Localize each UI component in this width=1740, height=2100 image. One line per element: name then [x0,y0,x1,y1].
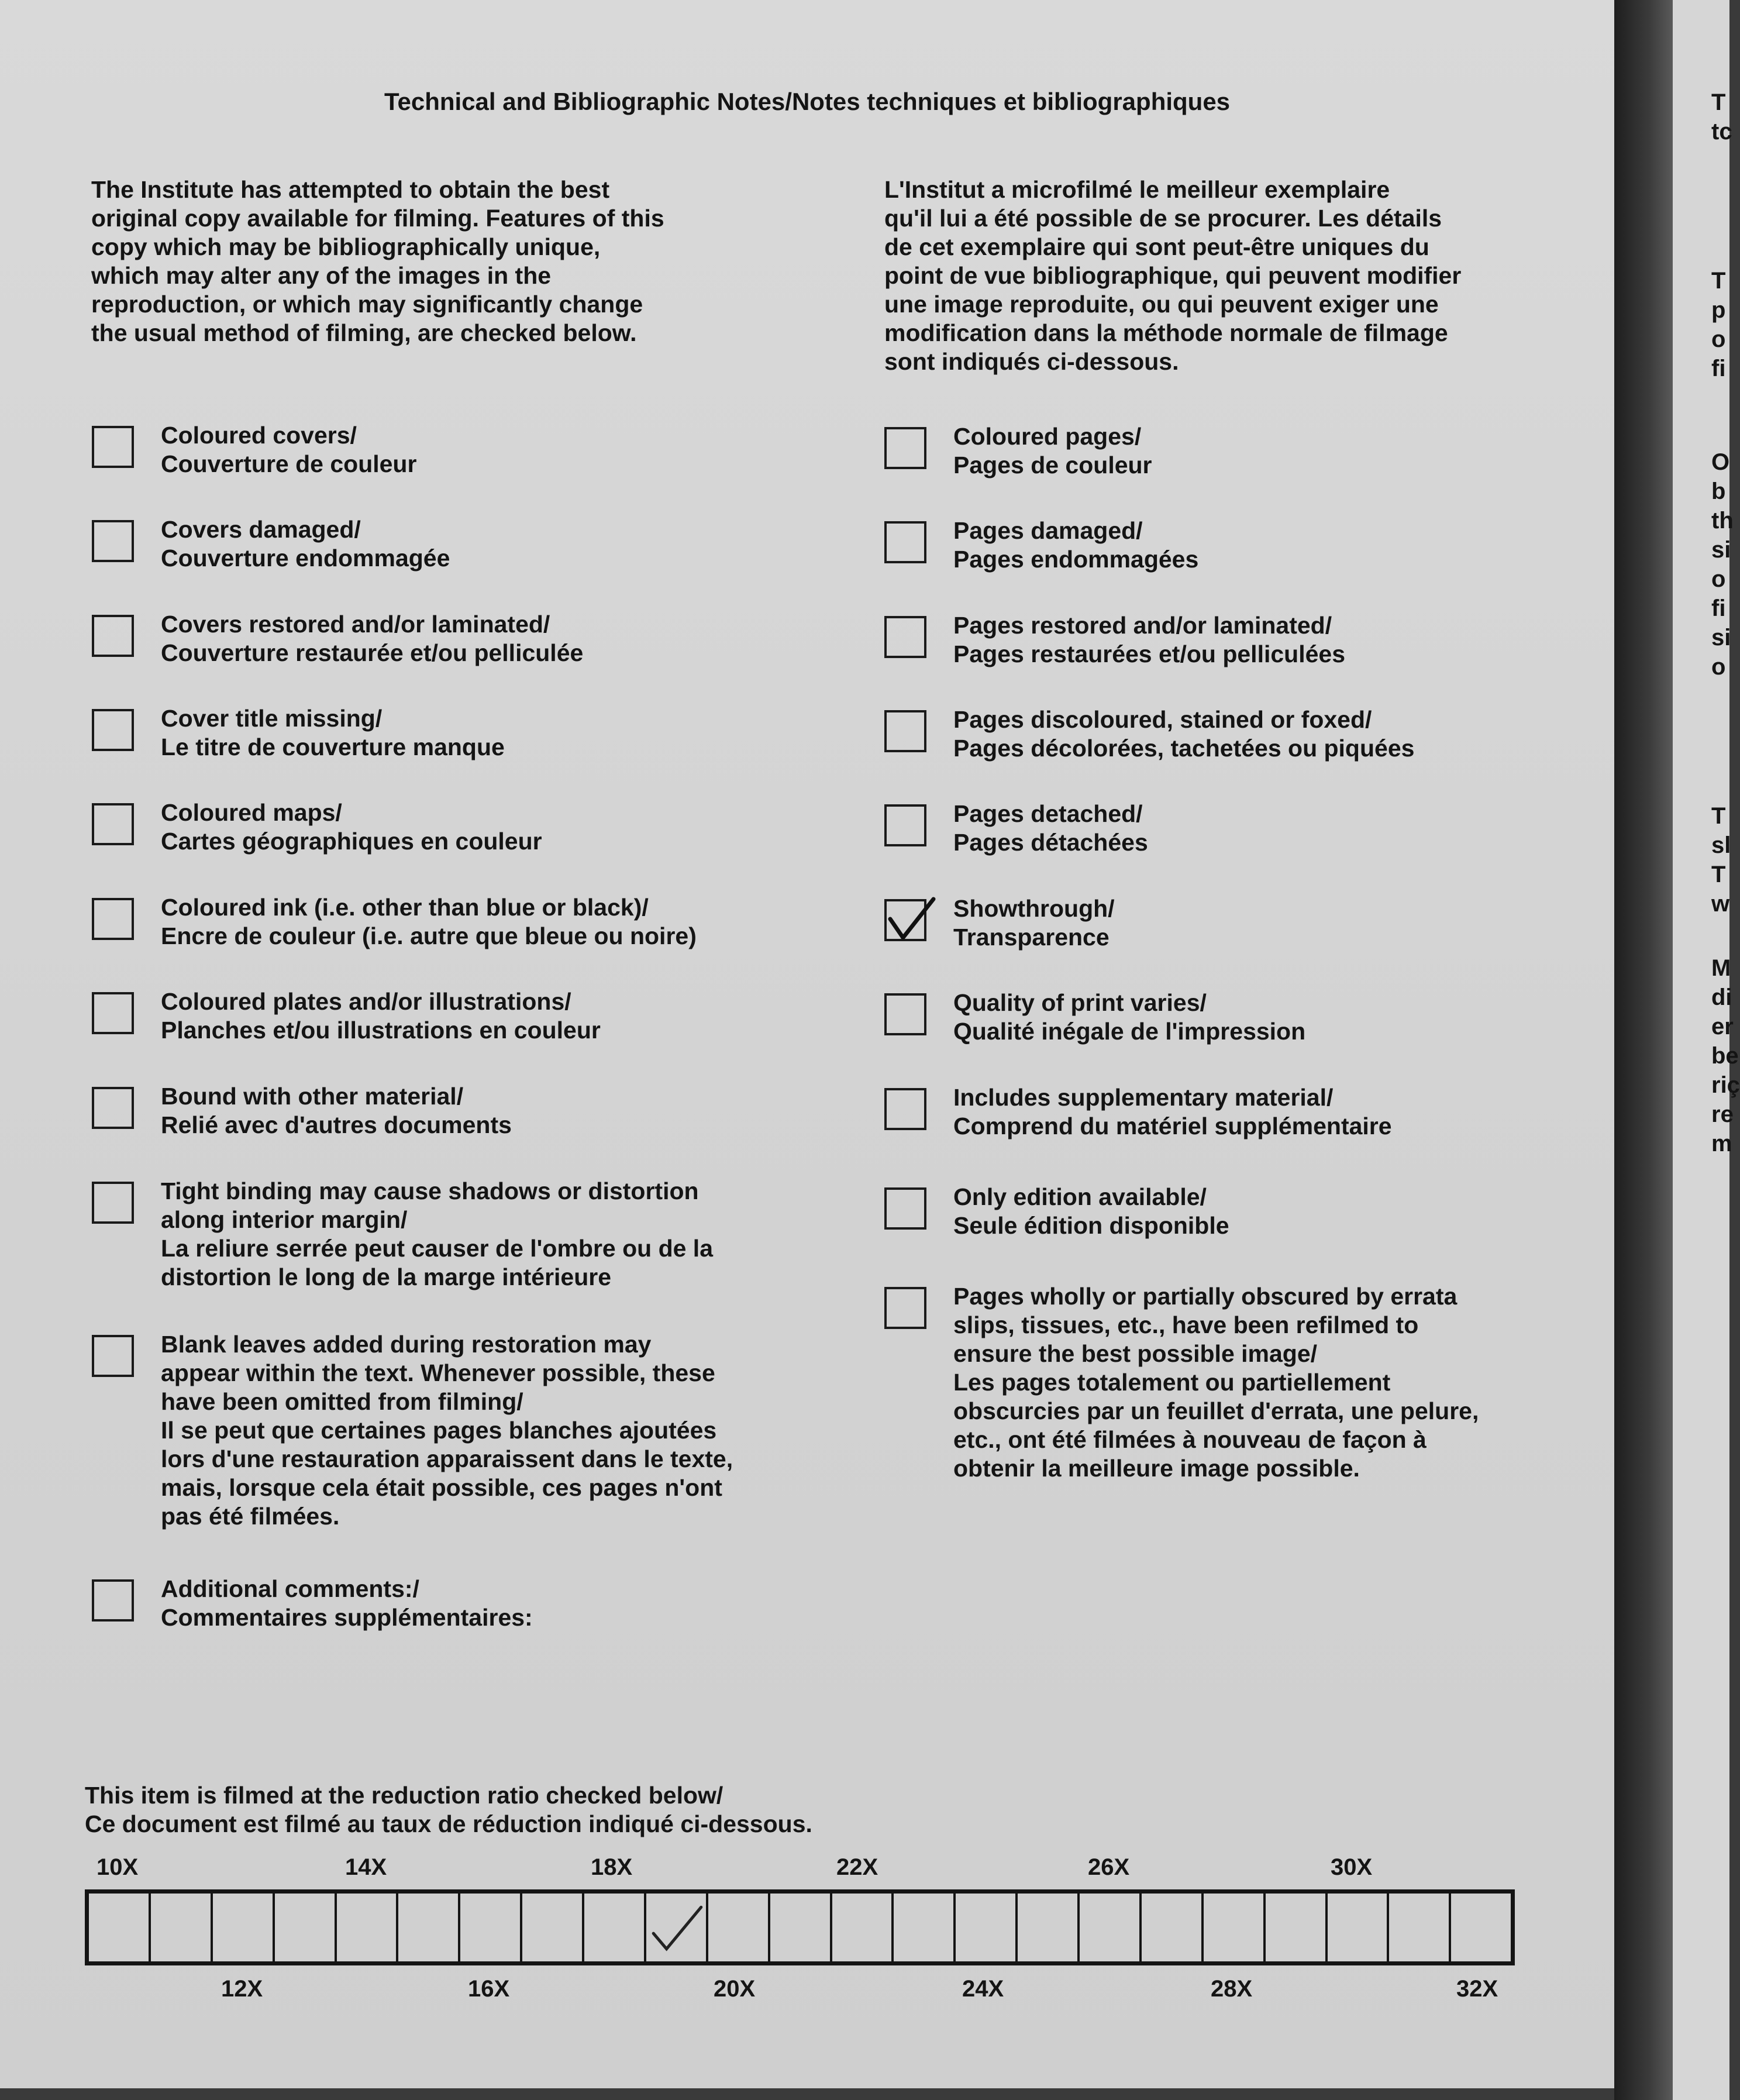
ratio-cell[interactable] [1389,1894,1451,1961]
checkbox-label: Blank leaves added during restoration may appear within the text. Whenever possible, these have been omitted from filming/ Il se peut que certaines pages blanches ajoutées lors d'une restauration apparaissent dans le texte, mais, lorsque cela était possible, ces pages n'ont pas été filmées. [161,1331,733,1530]
ratio-label: 28X [1211,1976,1253,2002]
ratio-cell[interactable] [337,1894,399,1961]
checkbox-label: Coloured plates and/or illustrations/ Planches et/ou illustrations en couleur [161,988,601,1044]
ratio-label: 20X [714,1976,756,2002]
ratio-label: 24X [962,1976,1004,2002]
checkmark-icon [883,896,936,948]
ratio-cell[interactable] [1142,1894,1204,1961]
checkbox-label: Quality of print varies/ Qualité inégale de l'impression [953,989,1306,1045]
fragment-text: T [1711,803,1726,829]
ratio-label: 18X [591,1854,633,1880]
fragment-text: w [1711,891,1730,917]
checkbox-label: Coloured maps/ Cartes géographiques en couleur [161,799,542,855]
ratio-cell[interactable] [1080,1894,1142,1961]
checkbox-label: Pages detached/ Pages détachées [953,800,1148,856]
checkbox[interactable] [92,803,134,845]
fragment-text: T [1711,862,1726,887]
reduction-ratio-grid [85,1889,1515,1965]
checkbox-label: Cover title missing/ Le titre de couverture manque [161,705,505,760]
ratio-label: 10X [97,1854,139,1880]
checkbox[interactable] [884,616,926,658]
ratio-cell[interactable] [584,1894,646,1961]
ratio-cell[interactable] [1204,1894,1266,1961]
fragment-text: fi [1711,356,1726,381]
intro-english: The Institute has attempted to obtain the best original copy available for filming. Features of this copy which may be bibliographically unique, which may alter any of the images in the reproduction, or which may significantly change the usual method of filming, are checked below. [91,176,664,346]
ratio-cell[interactable] [213,1894,275,1961]
ratio-label: 12X [221,1976,263,2002]
ratio-cell[interactable] [646,1894,708,1961]
fragment-text: b [1711,478,1726,504]
fragment-text: o [1711,326,1726,352]
checkbox-label: Bound with other material/ Relié avec d'autres documents [161,1083,512,1138]
checkbox[interactable] [92,520,134,562]
fragment-text: m [1711,1131,1732,1156]
fragment-text: be [1711,1043,1739,1069]
checkbox[interactable] [884,1088,926,1130]
fragment-text: th [1711,508,1734,533]
checkbox-label: Only edition available/ Seule édition disponible [953,1183,1229,1239]
checkbox-label: Coloured pages/ Pages de couleur [953,423,1152,478]
checkbox[interactable] [884,804,926,846]
adjacent-page-fragment [1673,0,1740,2100]
ratio-cell[interactable] [460,1894,522,1961]
checkbox[interactable] [884,521,926,563]
ratio-cell[interactable] [398,1894,460,1961]
fragment-text: M [1711,955,1731,981]
checkbox[interactable] [92,992,134,1034]
ratio-cell[interactable] [1451,1894,1511,1961]
intro-french: L'Institut a microfilmé le meilleur exemplaire qu'il lui a été possible de se procurer. Les détails de cet exemplaire qui sont peut-être uniques du point de vue bibliographique, qui peuvent modifier une image reproduite, ou qui peuvent exiger une modification dans la méthode normale de filmage sont indiqués ci-dessous. [884,176,1462,375]
ratio-cell[interactable] [1018,1894,1080,1961]
ratio-cell[interactable] [89,1894,151,1961]
checkbox[interactable] [884,427,926,469]
checkmark-icon [646,1894,706,1961]
checkbox-label: Pages damaged/ Pages endommagées [953,517,1199,573]
fragment-text: o [1711,566,1726,592]
checkbox-label: Coloured covers/ Couverture de couleur [161,422,417,477]
ratio-cell[interactable] [894,1894,956,1961]
fragment-text: re [1711,1101,1734,1127]
checkbox[interactable] [884,1187,926,1230]
reduction-ratio-text: This item is filmed at the reduction ratio checked below/ Ce document est filmé au taux de réduction indiqué ci-dessous. [85,1782,812,1837]
fragment-text: sl [1711,832,1731,858]
fragment-text: O [1711,449,1730,475]
checkbox[interactable] [92,709,134,751]
ratio-label: 14X [345,1854,387,1880]
ratio-cell[interactable] [770,1894,832,1961]
ratio-cell[interactable] [956,1894,1018,1961]
ratio-cell[interactable] [832,1894,894,1961]
checkbox[interactable] [92,615,134,657]
checkbox[interactable] [92,1335,134,1377]
page-edge-shadow [1614,0,1673,2100]
checkbox-label: Showthrough/ Transparence [953,895,1115,951]
ratio-cell[interactable] [1328,1894,1390,1961]
fragment-text: si [1711,625,1731,650]
ratio-cell[interactable] [522,1894,584,1961]
checkbox[interactable] [92,1182,134,1224]
checkbox-label: Covers damaged/ Couverture endommagée [161,516,450,572]
fragment-text: si [1711,537,1731,563]
ratio-cell[interactable] [151,1894,213,1961]
checkbox-label: Tight binding may cause shadows or distortion along interior margin/ La reliure serrée peut causer de l'ombre ou de la distortion le long de la marge intérieure [161,1178,714,1290]
checkbox-label: Includes supplementary material/ Comprend du matériel supplémentaire [953,1084,1392,1139]
fragment-text: tc [1711,119,1732,144]
ratio-cell[interactable] [275,1894,337,1961]
fragment-text: fi [1711,595,1726,621]
fragment-text: di [1711,984,1732,1010]
fragment-text: T [1711,268,1726,294]
ratio-label: 22X [836,1854,878,1880]
checkbox[interactable] [92,1579,134,1622]
ratio-label: 32X [1456,1976,1498,2002]
checkbox[interactable] [92,898,134,940]
checkbox[interactable] [92,1087,134,1129]
ratio-label: 26X [1088,1854,1130,1880]
checkbox-label: Pages restored and/or laminated/ Pages restaurées et/ou pelliculées [953,612,1345,667]
fragment-text: T [1711,89,1726,115]
ratio-label: 16X [468,1976,510,2002]
fragment-text: p [1711,297,1726,323]
checkbox[interactable] [92,426,134,468]
checkbox-label: Pages wholly or partially obscured by errata slips, tissues, etc., have been refilmed to ensure the best possible image/ Les pages totalement ou partiellement obscurcies par un feuillet d'errata, une pelure, etc., ont été filmées à nouveau de façon à obtenir la meilleure image possible. [953,1283,1479,1482]
checkbox-label: Covers restored and/or laminated/ Couverture restaurée et/ou pelliculée [161,611,584,666]
page-title: Technical and Bibliographic Notes/Notes techniques et bibliographiques [384,88,1231,115]
checkbox[interactable] [884,1287,926,1329]
checkbox[interactable] [884,993,926,1035]
checkbox-label: Additional comments:/ Commentaires supplémentaires: [161,1575,533,1631]
checkbox[interactable] [884,710,926,752]
checkbox-label: Coloured ink (i.e. other than blue or black)/ Encre de couleur (i.e. autre que bleue ou noire) [161,894,697,949]
ratio-label: 30X [1331,1854,1373,1880]
checkbox[interactable] [884,899,926,941]
fragment-text: o [1711,654,1726,680]
fragment-text: riç [1711,1072,1740,1098]
fragment-text: er [1711,1014,1734,1039]
ratio-cell[interactable] [1266,1894,1328,1961]
ratio-cell[interactable] [708,1894,770,1961]
checkbox-label: Pages discoloured, stained or foxed/ Pages décolorées, tachetées ou piquées [953,706,1415,762]
